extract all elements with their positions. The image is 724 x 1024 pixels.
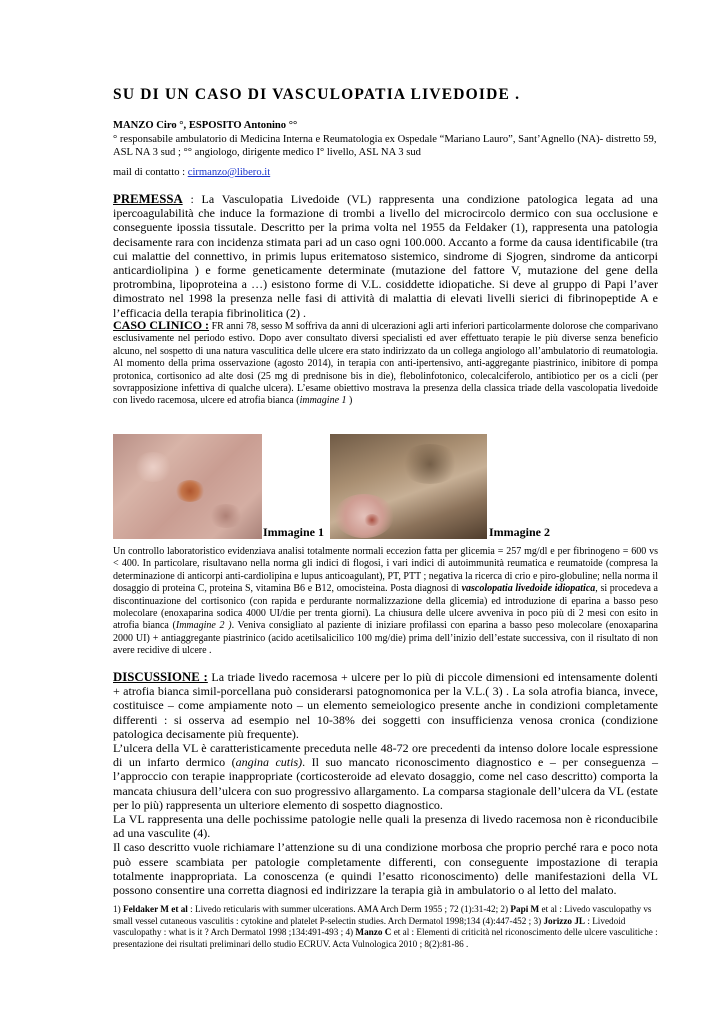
image-caption-2: Immagine 2	[489, 525, 550, 539]
references	[113, 904, 663, 950]
lab-text-3: . Veniva consigliato al paziente di iniziare profilassi con eparina a basso peso molecolare (enoxaparina 2000 UI) + antiaggregante piastrinico (acido acetilsalicilico 100 mg/die) prima dell’inizio dell’estate successiva, con il risultato di non avere recidive di ulcere .	[113, 620, 658, 657]
ref-2-text: et al : Livedo vasculopathy vs small vessel cutaneous vasculitis : cytokine and platelet P-selectin studies. Arch Dermatol 1998;134 (4):447-452 ; 3)	[113, 904, 652, 926]
discussione-text-2a: L’ulcera della VL è caratteristicamente preceduta nelle 48-72 ore precedenti da intenso dolore locale espressione di un infarto dermico (	[113, 741, 658, 770]
lab-text-2: , si procedeva a discontinuazione del cortisonico (con rapida e perdurante normalizzazione della glicemia) ed introduzione di eparina a basso peso molecolare (enoxaparina sodica 4000 UI/die per trenta giorni). La chiusura delle ulcere avveniva in poco più di 2 mesi con esito in atrofia bianca (	[113, 583, 658, 632]
discussione-text-4: Il caso descritto vuole richiamare l’attenzione su di una condizione morbosa che proprio perché rara e poco nota può essere scambiata per patologie completamente differenti, con conseguente impostazione di terapia totalmente inappropriata. La conoscenza (e quindi l’esatto riconoscimento) delle manifestazioni della VL possono consentire una corretta diagnosi ed indirizzare la terapia già in ambulatorio o al letto del malato.	[113, 840, 658, 898]
lab-text-1: Un controllo laboratoristico evidenziava analisi totalmente normali eccezion fatta per glicemia = 257 mg/dl e per fibrinogeno = 600 vs < 400. In particolare, risultavano nella norma gli indici di flogosi, i vari indici di autoimmunità reumatica e reumatoide (compresa la determinazione di anticorpi anti-cardiolipina e lupus anticoagulant), PT, PTT ; negativa la ricerca di crio e piro-globuline; nella norma il dosaggio di proteina C, proteina S, vitamina B6 e B12, omocisteina. Posta diagnosi di	[113, 546, 658, 595]
ref-3-text: : Livedoid vasculopathy : what is it ? Arch Dermatol 1998 ;134:491-493 ; 4)	[113, 915, 626, 938]
discussione-angina: angina cutis)	[235, 755, 303, 770]
premessa-text: : La Vasculopatia Livedoide (VL) rappresenta una condizione patologica legata ad una ipercoagulabilità che induce la formazione di trombi a livello del microcircolo dermico con sua occlusione e conseguente ipossia tissutale. Descritto per la prima volta nel 1955 da Feldaker (1), rappresenta una patologia decisamente rara con incidenza stimata pari ad un caso ogni 100.000. Accanto a forme da causa identificabile (tra cui malattie del connettivo, in primis lupus eritematoso sistemico, sindrome di Sjogren, sindrome da anticorpi anticardiolipina ) e forme geneticamente determinate (mutazione del fattore V, mutazione del gene della protrombina, lipoproteina a …) esistono forme di V.L. cosiddette idiopatiche. Si deve al gruppo di Papi l’aver dimostrato nel 1998 la presenza nelle fasi di attività di malattia di elevati livelli sierici di fibrinopeptide A e l’efficacia della terapia fibrinolitica (2) .	[113, 192, 658, 320]
author-names: MANZO Ciro °, ESPOSITO Antonino °°	[113, 120, 298, 131]
lab-paragraph	[113, 546, 658, 658]
lab-diagnosis: vascolopatia livedoide idiopatica	[461, 583, 596, 595]
clinical-photo-2	[330, 434, 487, 539]
caso-ref-end: )	[346, 395, 353, 407]
authors-block	[113, 119, 673, 160]
paper-title: SU DI UN CASO DI VASCULOPATIA LIVEDOIDE .	[113, 86, 521, 103]
author-affiliation: ° responsabile ambulatorio di Medicina Interna e Reumatologia ex Ospedale “Mariano Lauro”, Sant’Agnello (NA)- distretto 59, ASL NA 3 sud ; °° angiologo, dirigente medico I° livello, ASL NA 3 sud	[113, 133, 657, 159]
discussione-paragraph	[113, 670, 658, 897]
premessa-paragraph	[113, 192, 658, 320]
premessa-heading: PREMESSA	[113, 192, 183, 206]
caso-image-ref: immagine 1	[299, 395, 347, 407]
clinical-photo-1	[113, 434, 262, 539]
ref-4-text: et al : Elementi di criticità nel riconoscimento delle ulcere vasculitiche : presentazione dei risultati preliminari dello studio ECRUV. Acta Vulnologica 2010 ; 8(2):81-86 .	[113, 927, 658, 949]
ref-3-author: Jorizzo JL	[543, 915, 586, 926]
discussione-text-1: La triade livedo racemosa + ulcere per lo più di piccole dimensioni ed intensamente dolenti + atrofia bianca simil-porcellana può considerarsi patognomonica per la V.L.( 3) . La sola atrofia bianca, invece, costituisce – come ampiamente noto – un elemento semeiologico presente anche in condizioni completamente differenti : si osserva ad esempio nel 10-38% dei soggetti con insufficienza venosa cronica (condizione patologica decisamente più frequente).	[113, 670, 658, 741]
image-caption-1: Immagine 1	[263, 525, 324, 539]
caso-clinico-paragraph	[113, 319, 658, 408]
email-link[interactable]: cirmanzo@libero.it	[187, 167, 271, 178]
ref-1-author: Feldaker M et al	[122, 904, 188, 914]
mail-label: mail di contatto :	[113, 167, 186, 178]
discussione-text-3: La VL rappresenta una delle pochissime patologie nelle quali la presenza di livedo racemosa non è riconducibile ad una vasculite (4).	[113, 812, 658, 841]
discussione-text-2b: . Il suo mancato riconoscimento diagnostico e – per conseguenza – l’approccio con terapie inappropriate (corticosteroide ad elevato dosaggio, come nel caso descritto) comporta la mancata chiusura dell’ulcera con suo progressivo allargamento. La comparsa stagionale dell’ulcera da VL (estate per lo più) rappresenta un ulteriore elemento di sospetto diagnostico.	[113, 755, 658, 812]
caso-clinico-text: FR anni 78, sesso M soffriva da anni di ulcerazioni agli arti inferiori particolarmente dolorose che comparivano esclusivamente nel periodo estivo. Dopo aver consultato diversi specialisti ed aver effettuato terapie le più diverse senza beneficio alcuno, nel sospetto di una natura vasculitica delle ulcere era stato indirizzato da un collega angiologo all’ambulatorio di reumatologia. Al momento della prima osservazione (agosto 2014), in terapia con anti-ipertensivo, anti-aggregante piastrinico, inibitore di pompa protonica, cortisonico ad alte dosi (25 mg di prednisone bis in die), flebolinfotonico, colecalciferolo, antibiotico per os a cicli (per sovrapposizione infettiva di qualche ulcera). L’esame obiettivo mostrava la presenza della classica triade della vascolopatia livedoide con livedo racemosa, ulcere ed atrofia bianca (	[113, 321, 658, 407]
lab-image-ref: Immagine 2 )	[175, 620, 232, 632]
ref-2-author: Papi M	[510, 904, 540, 914]
ref-1-text: : Livedo reticularis with summer ulcerations. AMA Arch Derm 1955 ; 72 (1):31-42; 2)	[187, 904, 511, 914]
contact-line	[113, 167, 270, 178]
ref-1-number: 1)	[113, 904, 123, 914]
ref-4-author: Manzo C	[355, 927, 392, 938]
caso-clinico-heading: CASO CLINICO :	[113, 318, 210, 332]
discussione-heading: DISCUSSIONE :	[113, 670, 208, 684]
